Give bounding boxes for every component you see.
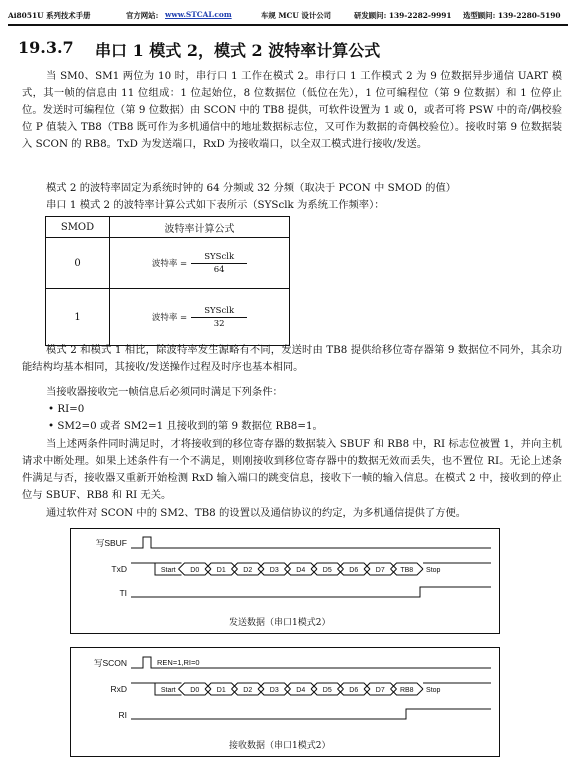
condition-item-1: • RI=0 <box>48 403 85 415</box>
send-caption: 发送数据（串口1模式2） <box>229 618 331 628</box>
table-row <box>46 238 290 289</box>
site-link[interactable]: www.STCAI.com <box>165 10 232 19</box>
write-strobe-line <box>131 537 491 548</box>
frame-bit-label: Stop <box>426 687 441 694</box>
signal-label: 写SCON <box>93 658 127 668</box>
condition-text: RI=0 <box>57 403 85 415</box>
paragraph-multiprocessor: 通过软件对 SCON 中的 SM2、TB8 的设置以及通信协议的约定，为多机通信提供了方便。 <box>46 507 467 519</box>
paragraph-receive-conditions: 当接收器接收完一帧信息后必须同时满足下列条件： <box>46 386 283 398</box>
table-header-smod: SMOD <box>46 217 110 238</box>
smod-value: 1 <box>46 289 110 346</box>
frame-bit-label: D2 <box>243 567 253 574</box>
paragraph-baud-fixed: 模式 2 的波特率固定为系统时钟的 64 分频或 32 分频（取决于 PCON 中 SMOD 的值） <box>46 182 457 194</box>
signal-label: TI <box>119 588 127 598</box>
paragraph-mode2-vs-mode1: 模式 2 和模式 1 相比，除波特率发生源略有不同，发送时由 TB8 提供给移位寄存器第 9 数据位不同外，其余功能结构均基本相同，其接收/发送操作过程及时序也基本相同。 <box>22 344 562 373</box>
frame-bit-label: D5 <box>322 687 332 694</box>
frame-bit-label: D4 <box>296 687 306 694</box>
signal-label: TxD <box>111 564 127 574</box>
strobe-note: REN=1,RI=0 <box>157 658 200 667</box>
receive-timing-diagram <box>70 647 500 757</box>
sel-hotline: 选型顾问: 139-2280-5190 <box>463 11 561 20</box>
condition-text: SM2=0 或者 SM2=1 且接收到的第 9 数据位 RB8=1。 <box>57 420 323 432</box>
formula-cell <box>110 238 290 289</box>
baud-rate-table <box>45 216 290 346</box>
frame-bit-label: D2 <box>243 687 253 694</box>
frame-bit-label: D3 <box>269 567 279 574</box>
paragraph-baud-table-intro: 串口 1 模式 2 的波特率计算公式如下表所示（SYSclk 为系统工作频率）： <box>46 199 385 211</box>
site-label: 官方网站: <box>126 11 159 20</box>
send-timing-diagram <box>70 528 500 634</box>
signal-label: RxD <box>110 684 127 694</box>
frame-bit-label: Start <box>160 567 176 574</box>
formula-numerator: SYSclk <box>204 251 235 262</box>
table-header-formula: 波特率计算公式 <box>110 217 290 238</box>
flag-line <box>131 709 491 719</box>
receive-caption: 接收数据（串口1模式2） <box>229 741 331 751</box>
frame-bit-label: D7 <box>375 567 385 574</box>
paragraph-receive-behavior: 当上述两条件同时满足时，才将接收到的移位寄存器的数据装入 SBUF 和 RB8 中，RI 标志位被置 1，并向主机请求中断处理。如果上述条件有一个不满足，则刚接收到移位寄存器中的数据无效而丢失，也不置位 RI。无论上述条件满足与否，接收器又重新开始检测 RxD 输入端口的跳变信息，接收下一帧的输入信息。在模式 2 中，接收到的停止位与 SBUF、RB8 和 RI 无关。 <box>22 438 562 501</box>
frame-bit-label: Start <box>160 687 176 694</box>
page-header <box>8 6 568 24</box>
section-title: 串口 1 模式 2，模式 2 波特率计算公式 <box>95 41 381 60</box>
formula-fraction <box>191 306 247 329</box>
formula-fraction <box>191 252 247 275</box>
rd-hotline: 研发顾问: 139-2282-9991 <box>354 11 452 20</box>
formula-denominator: 32 <box>213 318 225 329</box>
formula-cell <box>110 289 290 346</box>
frame-bit-label: D6 <box>349 567 359 574</box>
formula-numerator: SYSclk <box>204 305 235 316</box>
frame-bit-label: D3 <box>269 687 279 694</box>
frame-bit-label: D6 <box>349 687 359 694</box>
section-number: 19.3.7 <box>18 38 74 57</box>
company-name: 车规 MCU 设计公司 <box>261 11 331 20</box>
frame-bit-label: D0 <box>190 687 200 694</box>
formula-label: 波特率 = <box>151 313 188 323</box>
frame-bit-label: D4 <box>296 567 306 574</box>
frame-bit-label: D1 <box>216 687 226 694</box>
condition-item-2: • SM2=0 或者 SM2=1 且接收到的第 9 数据位 RB8=1。 <box>48 420 323 432</box>
header-rule <box>8 24 568 26</box>
flag-line <box>131 587 491 597</box>
signal-label: 写SBUF <box>95 538 127 548</box>
frame-bit-label: Stop <box>426 567 441 574</box>
formula-label: 波特率 = <box>151 259 188 269</box>
frame-bit-label: D0 <box>190 567 200 574</box>
doc-title: Ai8051U 系列技术手册 <box>8 11 91 20</box>
frame-bit-label: D1 <box>216 567 226 574</box>
frame-bit-label: D7 <box>375 687 385 694</box>
frame-bit-label: RB8 <box>399 687 414 694</box>
frame-bit-label: D5 <box>322 567 332 574</box>
frame-bit-label: TB8 <box>400 567 414 574</box>
paragraph-mode2-intro: 当 SM0、SM1 两位为 10 时，串行口 1 工作在模式 2。串行口 1 工作模式 2 为 9 位数据异步通信 UART 模式，其一帧的信息由 11 位组成：1 位起始位，8 位数据位（低位在先），1 位可编程位（第 9 位数据）和 1 位停止位。发送时可编程位（第 9 位数据）由 SCON 中的 TB8 提供，可软件设置为 1 或 0，或者可将 PSW 中的奇/偶校验位 P 值装入 TB8（TB8 既可作为多机通信中的地址数据标志位，又可作为数据的奇偶校验位）。接收时第 9 位数据装入 SCON 的 RB8。TxD 为发送端口，RxD 为接收端口，以全双工模式进行接收/发送。 <box>22 70 562 150</box>
smod-value: 0 <box>46 238 110 289</box>
formula-denominator: 64 <box>213 264 225 275</box>
signal-label: RI <box>118 710 127 720</box>
table-row <box>46 289 290 346</box>
